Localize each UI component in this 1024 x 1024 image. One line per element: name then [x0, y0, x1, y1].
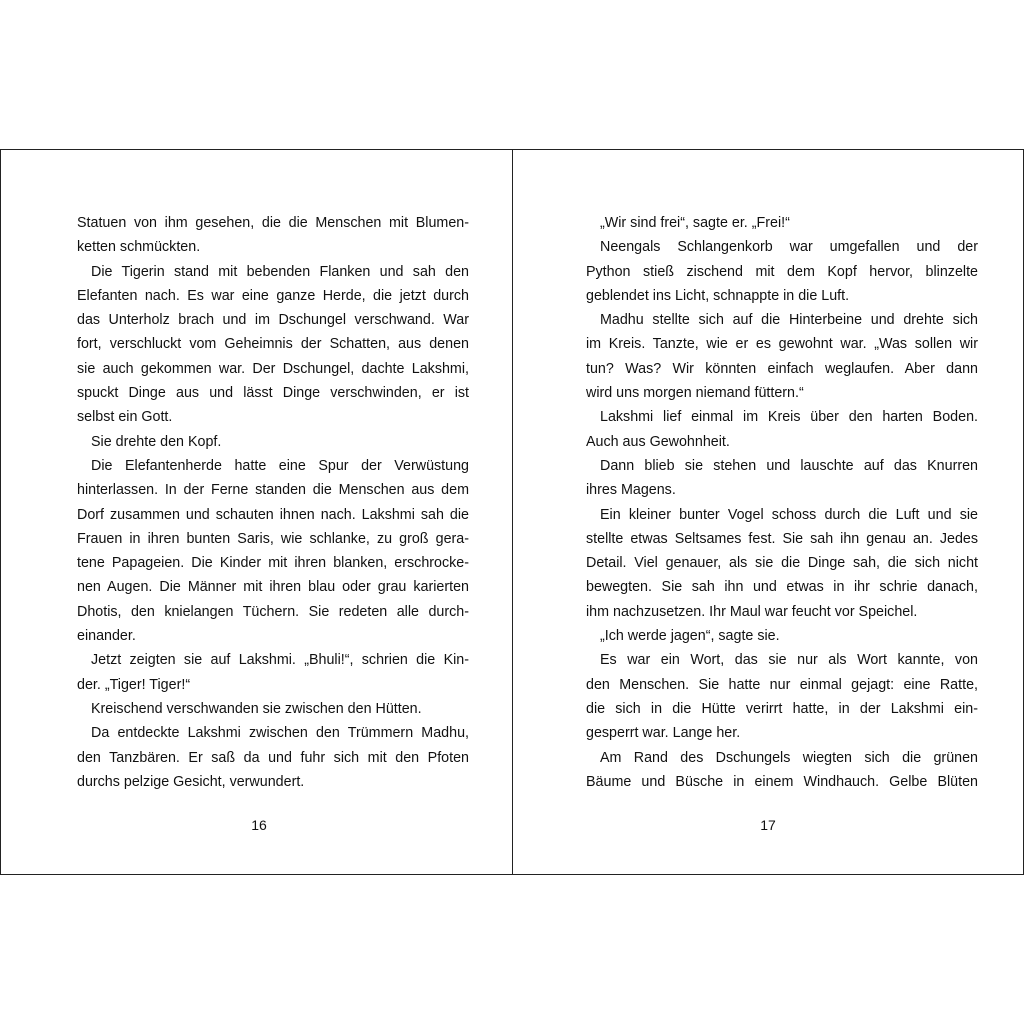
text-line: Elefanten nach. Es war eine ganze Herde, die jetzt durch [77, 287, 469, 304]
text-line: hinterlassen. In der Ferne standen die Menschen aus dem [77, 482, 469, 499]
text-line: Dann blieb sie stehen und lauschte auf das Knurren [600, 457, 978, 474]
text-line: fort, verschluckt vom Geheimnis der Schatten, aus denen [77, 336, 469, 353]
text-line: die sich in die Hütte verirrt hatte, in der Lakshmi ein- [586, 700, 978, 717]
text-line: Statuen von ihm gesehen, die die Menschen mit Blumen- [77, 215, 469, 231]
text-line: spuckt Dinge aus und lässt Dinge verschwinden, er ist [77, 385, 469, 402]
text-line: Die Elefantenherde hatte eine Spur der Verwüstung [91, 457, 469, 474]
text-line: Madhu stellte sich auf die Hinterbeine und drehte sich [600, 312, 978, 329]
left-page-number: 16 [251, 817, 267, 833]
text-line: Da entdeckte Lakshmi zwischen den Trümmern Madhu, [91, 725, 469, 742]
text-line: durchs pelzige Gesicht, verwundert. [77, 773, 305, 790]
text-line: der. „Tiger! Tiger!“ [77, 676, 191, 693]
text-line: Es war ein Wort, das sie nur als Wort kannte, von [600, 652, 978, 669]
text-line: den Tanzbären. Er saß da und fuhr sich mit den Pfoten [77, 749, 469, 766]
text-line: sie auch gekommen war. Der Dschungel, dachte Lakshmi, [77, 360, 469, 377]
text-line: Am Rand des Dschungels wiegten sich die grünen [600, 749, 978, 766]
right-page-number: 17 [760, 817, 776, 833]
text-line: Python stieß zischend mit dem Kopf hervor, blinzelte [586, 263, 978, 280]
text-line: Bäume und Büsche in einem Windhauch. Gelbe Blüten [586, 773, 978, 790]
text-line: tun? Was? Wir könnten einfach weglaufen. Aber dann [586, 360, 978, 377]
text-line: einander. [77, 628, 136, 645]
right-page-text [586, 211, 978, 794]
text-line: wird uns morgen niemand füttern.“ [586, 385, 804, 402]
text-line: das Unterholz brach und im Dschungel verschwand. War [77, 312, 469, 329]
text-line: stellte etwas Seltsames fest. Sie sah ihn genau an. Jedes [586, 530, 978, 547]
text-line: tene Papageien. Die Kinder mit ihren blanken, erschrocke- [77, 555, 469, 572]
text-line: geblendet ins Licht, schnappte in die Luft. [586, 287, 850, 304]
text-line: Die Tigerin stand mit bebenden Flanken und sah den [91, 263, 469, 280]
text-line: Dorf zusammen und schauten ihnen nach. Lakshmi sah die [77, 506, 469, 523]
text-line: gesperrt war. Lange her. [586, 725, 741, 742]
text-line: ihres Magens. [586, 482, 676, 499]
text-line: Kreischend verschwanden sie zwischen den Hütten. [91, 700, 422, 717]
text-line: den Menschen. Sie hatte nur einmal gejagt: eine Ratte, [586, 676, 978, 693]
text-line: „Wir sind frei“, sagte er. „Frei!“ [600, 215, 790, 231]
text-line: Jetzt zeigten sie auf Lakshmi. „Bhuli!“, schrien die Kin- [91, 652, 469, 669]
left-page [1, 150, 512, 874]
book-spread [0, 149, 1024, 875]
text-line: Sie drehte den Kopf. [91, 433, 222, 450]
text-line: Dhotis, den knielangen Tüchern. Sie redeten alle durch- [77, 603, 469, 620]
text-line: „Ich werde jagen“, sagte sie. [600, 628, 780, 645]
left-page-text [77, 211, 469, 794]
text-line: bewegten. Sie sah ihn und etwas in ihr schrie danach, [586, 579, 978, 596]
text-line: Neengals Schlangenkorb war umgefallen und der [600, 239, 978, 256]
text-line: ihm nachzusetzen. Ihr Maul war feucht vor Speichel. [586, 603, 918, 620]
text-line: Auch aus Gewohnheit. [586, 433, 730, 450]
text-line: Frauen in ihren bunten Saris, wie schlanke, zu groß gera- [77, 530, 469, 547]
text-line: Detail. Viel genauer, als sie die Dinge sah, die sich nicht [586, 555, 978, 572]
text-line: Lakshmi lief einmal im Kreis über den harten Boden. [600, 409, 978, 426]
text-line: nen Augen. Die Männer mit ihren blau oder grau karierten [77, 579, 469, 596]
right-page [513, 150, 1024, 874]
text-line: selbst ein Gott. [77, 409, 173, 426]
text-line: Ein kleiner bunter Vogel schoss durch die Luft und sie [600, 506, 978, 523]
text-line: ketten schmückten. [77, 239, 201, 256]
text-line: im Kreis. Tanzte, wie er es gewohnt war. „Was sollen wir [586, 336, 978, 353]
